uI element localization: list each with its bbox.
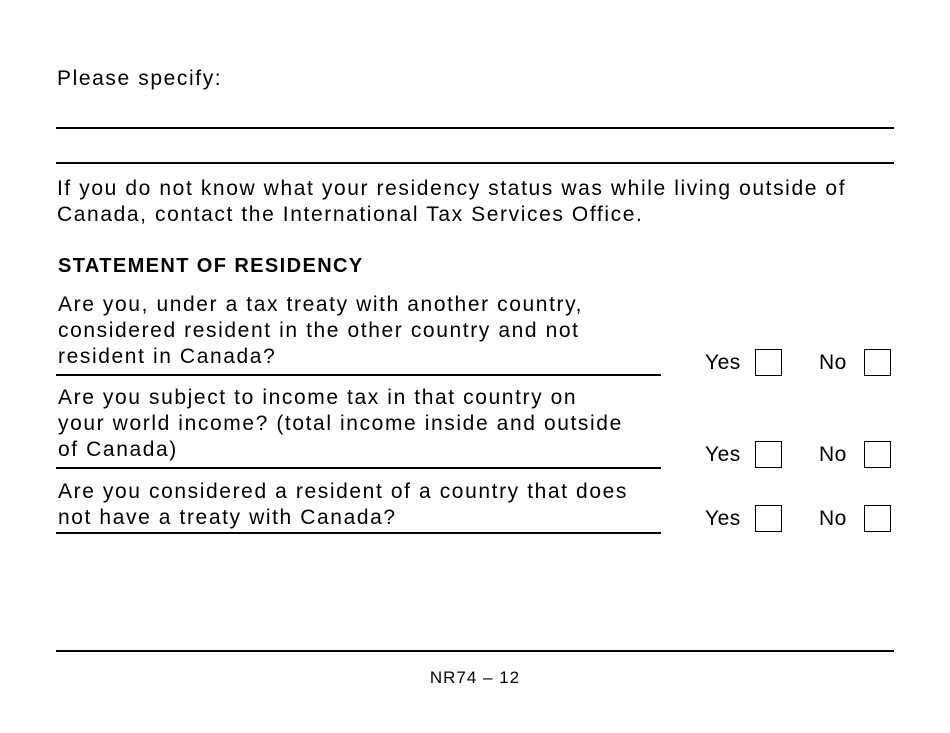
question-1-yes-label: Yes [705,351,741,374]
question-3-yes-checkbox[interactable] [755,505,782,532]
question-1-yes-checkbox[interactable] [755,349,782,376]
residency-notice-line-1: If you do not know what your residency status was while living outside of [57,177,847,200]
question-3-yes-label: Yes [705,507,741,530]
form-code: NR74 – 12 [429,668,521,687]
question-3-divider [56,532,661,534]
please-specify-label: Please specify: [57,67,223,90]
question-2-line-1: Are you subject to income tax in that country on [58,386,578,409]
question-1-line-2: considered resident in the other country and not [58,319,580,342]
question-2-no-checkbox[interactable] [864,441,891,468]
question-3 [58,479,658,531]
question-2-line-2: your world income? (total income inside and outside [58,412,623,435]
question-1 [58,292,658,370]
question-1-no-checkbox[interactable] [864,349,891,376]
question-1-no-label: No [819,351,847,374]
question-2-yes-checkbox[interactable] [755,441,782,468]
footer-divider [56,650,894,652]
question-1-line-3: resident in Canada? [58,345,277,368]
question-1-line-1: Are you, under a tax treaty with another country, [58,293,584,316]
question-1-divider [56,374,661,376]
question-3-line-1: Are you considered a resident of a country that does [58,480,628,503]
question-2-divider [56,467,661,469]
question-3-no-checkbox[interactable] [864,505,891,532]
question-2-yes-label: Yes [705,443,741,466]
statement-heading: STATEMENT OF RESIDENCY [58,255,364,277]
question-3-line-2: not have a treaty with Canada? [58,506,397,529]
question-2-no-label: No [819,443,847,466]
specify-line-1[interactable] [56,127,894,129]
question-2 [58,385,658,463]
question-3-no-label: No [819,507,847,530]
question-2-line-3: of Canada) [58,438,178,461]
specify-line-2[interactable] [56,162,894,164]
residency-notice-line-2: Canada, contact the International Tax Services Office. [57,203,644,226]
